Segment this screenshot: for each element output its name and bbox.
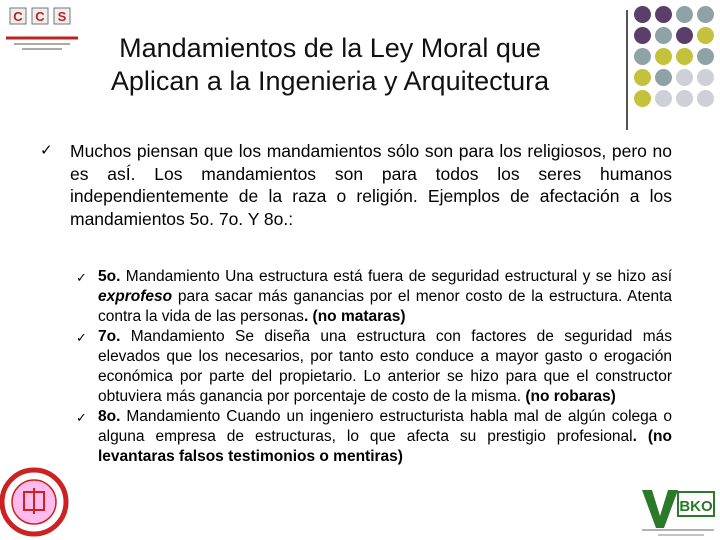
dot [676,48,693,65]
commandment-emphasis: exprofeso [98,288,173,305]
commandment-text: Mandamiento Una estructura está fuera de seguridad estructural y se hizo así [120,268,672,285]
title-line-2: Aplican a la Ingenieria y Arquitectura [110,66,550,96]
dot [634,27,651,44]
commandment-tail: (no robaras) [525,388,616,405]
seal-logo [0,462,70,540]
dot [634,69,651,86]
dot [655,27,672,44]
dot [676,27,693,44]
svg-text:S: S [57,9,67,24]
dot [697,6,714,23]
commandment-list [76,267,672,467]
dot [655,6,672,23]
decorative-dot-grid [634,6,720,116]
slide-title [40,32,620,98]
svg-text:BKO: BKO [679,498,713,515]
list-item [76,267,672,327]
commandment-number: 8o. [98,408,121,425]
title-line-1: Mandamientos de la Ley Moral que [119,33,541,63]
dot [655,69,672,86]
dot [655,90,672,107]
dot [697,69,714,86]
dot [697,48,714,65]
dot [634,48,651,65]
svg-text:C: C [13,9,23,24]
svg-text:C: C [35,9,45,24]
dot [676,6,693,23]
checkmark-icon: ✓ [40,142,53,159]
commandment-number: 5o. [98,268,121,285]
checkmark-icon: ✓ [76,330,87,345]
dot [676,90,693,107]
commandment-tail: . (no levantaras falsos testimonios o mentiras) [98,428,672,465]
list-item [76,327,672,407]
dot [697,27,714,44]
list-item [76,407,672,467]
commandment-text: para sacar más ganancias por el menor costo de la estructura. Atenta contra la vida de las personas [98,288,672,325]
dot [634,90,651,107]
dot [655,48,672,65]
commandment-text: Mandamiento Se diseña una estructura con factores de seguridad más elevados que los necesarios, por tanto esto conduce a mayor gasto o erogación económica por parte del propietario. Lo anterior se hizo para que el constructor obtuviera más ganancia por porcentaje de costo de la misma. [98,328,672,405]
dot [697,90,714,107]
commandment-tail: . (no mataras) [303,308,406,325]
dot [634,6,651,23]
commandment-text: Mandamiento Cuando un ingeniero estructurista habla mal de algún colega o alguna empresa de estructuras, lo que afecta su prestigio profesional [98,408,672,445]
main-point-text: Muchos piensan que los mandamientos sólo son para los religiosos, pero no es asÍ. Los mandamientos son para todos los seres humanos independientemente de la raza o religión. Ejemplos de afectación a los mandamientos 5o. 7o. Y 8o.: [70,141,672,229]
checkmark-icon: ✓ [76,270,87,285]
checkmark-icon: ✓ [76,410,87,425]
dot [676,69,693,86]
vertical-divider [626,10,628,130]
commandment-number: 7o. [98,328,121,345]
viro-logo [638,486,718,538]
